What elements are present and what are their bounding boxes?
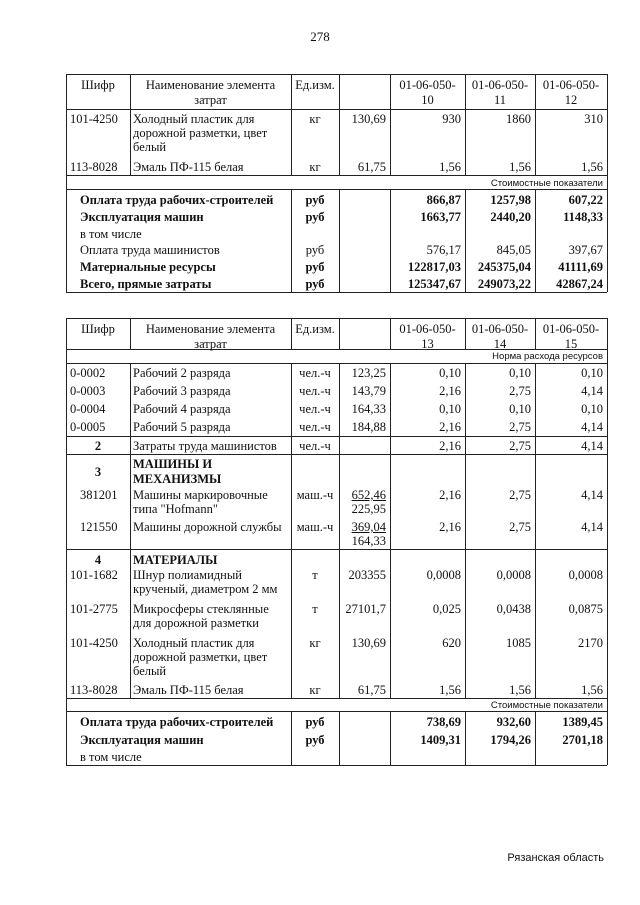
resource-norm-value: 620 xyxy=(442,636,461,650)
resource-norm-value: 0,10 xyxy=(581,366,603,380)
resource-unit: кг xyxy=(309,160,321,174)
summary-label: Оплата труда машинистов xyxy=(80,243,220,257)
summary-label: Всего, прямые затраты xyxy=(80,277,212,291)
resource-unit: кг xyxy=(309,636,321,650)
summary-value: 125347,67 xyxy=(407,277,461,291)
resource-unit: маш.-ч xyxy=(296,520,334,534)
resource-unit: маш.-ч xyxy=(296,488,334,502)
resource-price: 123,25 xyxy=(351,366,386,380)
resource-unit: чел.-ч xyxy=(299,402,331,416)
column-header-name: затрат xyxy=(194,93,227,107)
resource-norm-value: 1,56 xyxy=(581,160,603,174)
summary-value: 845,05 xyxy=(496,243,531,257)
resource-name: белый xyxy=(133,664,167,678)
summary-value: 1257,98 xyxy=(490,193,531,207)
column-header-norm-code: 15 xyxy=(564,337,578,351)
summary-value: 576,17 xyxy=(426,243,461,257)
resource-norm-value: 1085 xyxy=(506,636,531,650)
resource-name: Машины дорожной службы xyxy=(133,520,282,534)
resource-code: 113-8028 xyxy=(70,160,118,174)
resource-unit: чел.-ч xyxy=(299,420,331,434)
resource-unit: т xyxy=(312,602,318,616)
resource-price: 164,33 xyxy=(351,402,386,416)
resource-name: крученый, диаметром 2 мм xyxy=(133,582,278,596)
table-grid-line xyxy=(66,765,607,766)
resource-code: 101-4250 xyxy=(70,636,118,650)
resource-norm-value: 1,56 xyxy=(439,683,461,697)
resource-unit: т xyxy=(312,568,318,582)
resource-name: типа "Hofmann" xyxy=(133,502,218,516)
resource-code: 0-0005 xyxy=(70,420,106,434)
column-header-norm-code: 01-06-050- xyxy=(399,322,456,336)
resource-norm-value: 2,75 xyxy=(509,384,531,398)
table-grid-line xyxy=(66,436,607,437)
summary-unit: руб xyxy=(305,733,325,747)
page-number: 278 xyxy=(310,29,330,44)
summary-label: в том числе xyxy=(80,750,142,764)
resource-norm-value: 4,14 xyxy=(581,384,603,398)
summary-value: 41111,69 xyxy=(558,260,603,274)
column-header-norm-code: 01-06-050- xyxy=(542,78,600,92)
section-title: МЕХАНИЗМЫ xyxy=(133,472,222,486)
summary-unit: руб xyxy=(305,243,325,257)
resource-name: белый xyxy=(133,140,167,154)
resource-price: 130,69 xyxy=(351,112,386,126)
summary-label: Материальные ресурсы xyxy=(80,260,216,274)
column-header-norm-code: 14 xyxy=(493,337,507,351)
resource-norm-value: 0,0008 xyxy=(426,568,461,582)
footer-region: Рязанская область xyxy=(507,852,604,864)
summary-value: 1389,45 xyxy=(562,715,603,729)
resource-norm-value: 2,75 xyxy=(509,488,531,502)
column-header-norm-code: 01-06-050- xyxy=(471,78,529,92)
summary-value: 245375,04 xyxy=(477,260,531,274)
resource-norm-value: 0,10 xyxy=(509,366,531,380)
resource-price: 203355 xyxy=(348,568,386,582)
resource-name: Холодный пластик для xyxy=(133,636,255,650)
resource-code: 101-4250 xyxy=(70,112,118,126)
summary-value: 2701,18 xyxy=(562,733,603,747)
resource-unit: кг xyxy=(309,683,321,697)
column-header-norm-code: 10 xyxy=(421,93,434,107)
resource-norm-value: 2,16 xyxy=(439,384,461,398)
resource-price: 225,95 xyxy=(351,502,386,516)
resource-norm-value: 0,0008 xyxy=(496,568,531,582)
summary-value: 738,69 xyxy=(426,715,461,729)
resource-norm-value: 1,56 xyxy=(509,160,531,174)
summary-label: в том числе xyxy=(80,227,142,241)
group-code: 2 xyxy=(94,439,102,453)
summary-unit: руб xyxy=(305,193,325,207)
resource-norm-value: 0,10 xyxy=(439,402,461,416)
section-label: Стоимостные показатели xyxy=(490,700,603,711)
resource-name: дорожной разметки, цвет xyxy=(133,126,268,140)
summary-value: 932,60 xyxy=(496,715,531,729)
summary-value: 1409,31 xyxy=(420,733,461,747)
summary-value: 2440,20 xyxy=(490,210,531,224)
resource-code: 381201 xyxy=(80,488,118,502)
resource-name: Холодный пластик для xyxy=(133,112,255,126)
resource-price: 164,33 xyxy=(351,534,386,548)
column-header-code: Шифр xyxy=(81,322,115,336)
column-header-norm-code: 01-06-050- xyxy=(471,322,529,336)
resource-price: 27101,7 xyxy=(345,602,386,616)
summary-value: 397,67 xyxy=(568,243,603,257)
table-grid-line xyxy=(66,318,67,765)
resource-name: Рабочий 4 разряда xyxy=(133,402,231,416)
resource-name: Шнур полиамидный xyxy=(133,568,242,582)
column-header-code: Шифр xyxy=(81,78,115,92)
table-grid-line xyxy=(66,549,607,550)
resource-price: 184,88 xyxy=(351,420,386,434)
column-header-name: Наименование элемента xyxy=(145,78,276,92)
section-label: Стоимостные показатели xyxy=(490,178,603,189)
table-grid-line xyxy=(66,318,607,319)
resource-norm-value: 0,0875 xyxy=(568,602,603,616)
resource-norm-value: 2,16 xyxy=(439,488,461,502)
resource-code: 101-1682 xyxy=(70,568,118,582)
column-header-norm-code: 13 xyxy=(421,337,434,351)
resource-norm-value: 4,14 xyxy=(581,439,603,453)
resource-norm-value: 0,025 xyxy=(432,602,461,616)
summary-value: 122817,03 xyxy=(407,260,461,274)
resource-price: 61,75 xyxy=(357,160,386,174)
resource-norm-value: 930 xyxy=(442,112,461,126)
column-header-norm-code: 01-06-050- xyxy=(399,78,456,92)
section-title: МАТЕРИАЛЫ xyxy=(133,553,218,567)
summary-label: Оплата труда рабочих-строителей xyxy=(80,193,274,207)
resource-norm-value: 2,16 xyxy=(439,439,461,453)
summary-label: Эксплуатация машин xyxy=(80,733,204,747)
resource-norm-value: 1,56 xyxy=(509,683,531,697)
resource-norm-value: 4,14 xyxy=(581,420,603,434)
resource-norm-value: 0,10 xyxy=(581,402,603,416)
resource-norm-value: 0,0438 xyxy=(496,602,531,616)
resource-norm-value: 1860 xyxy=(506,112,531,126)
resource-norm-value: 2,75 xyxy=(509,520,531,534)
column-header-norm-code: 12 xyxy=(564,93,578,107)
resource-name: для дорожной разметки xyxy=(133,616,259,630)
resource-norm-value: 0,0008 xyxy=(568,568,603,582)
resource-norm-value: 1,56 xyxy=(439,160,461,174)
resource-norm-value: 4,14 xyxy=(581,488,603,502)
resource-norm-value: 0,10 xyxy=(509,402,531,416)
column-header-name: затрат xyxy=(194,337,227,351)
summary-label: Оплата труда рабочих-строителей xyxy=(80,715,274,729)
resource-norm-value: 2170 xyxy=(578,636,603,650)
summary-unit: руб xyxy=(305,715,325,729)
resource-norm-value: 0,10 xyxy=(439,366,461,380)
resource-name: Эмаль ПФ-115 белая xyxy=(133,160,244,174)
summary-value: 607,22 xyxy=(568,193,603,207)
group-code: 4 xyxy=(94,553,102,567)
resource-code: 0-0003 xyxy=(70,384,106,398)
summary-value: 1663,77 xyxy=(420,210,461,224)
resource-name: Затраты труда машинистов xyxy=(133,439,277,453)
resource-name: дорожной разметки, цвет xyxy=(133,650,268,664)
resource-norm-value: 2,16 xyxy=(439,420,461,434)
resource-norm-value: 2,75 xyxy=(509,439,531,453)
table-grid-line xyxy=(607,318,608,765)
summary-unit: руб xyxy=(305,210,325,224)
resource-norm-value: 1,56 xyxy=(581,683,603,697)
section-title: МАШИНЫ И xyxy=(133,457,213,471)
section-label: Норма расхода ресурсов xyxy=(492,351,603,362)
resource-norm-value: 2,75 xyxy=(509,420,531,434)
resource-code: 113-8028 xyxy=(70,683,118,697)
resource-price: 369,04 xyxy=(351,520,386,534)
table-grid-line xyxy=(66,454,607,455)
resource-code: 101-2775 xyxy=(70,602,118,616)
resource-price: 143,79 xyxy=(351,384,386,398)
resource-name: Эмаль ПФ-115 белая xyxy=(133,683,244,697)
column-header-unit: Ед.изм. xyxy=(295,78,335,92)
resource-unit: чел.-ч xyxy=(299,439,331,453)
resource-norm-value: 4,14 xyxy=(581,520,603,534)
resource-norm-value: 2,16 xyxy=(439,520,461,534)
resource-name: Рабочий 5 разряда xyxy=(133,420,231,434)
summary-value: 42867,24 xyxy=(556,277,603,291)
resource-price: 652,46 xyxy=(351,488,386,502)
resource-unit: чел.-ч xyxy=(299,384,331,398)
summary-unit: руб xyxy=(305,277,325,291)
summary-value: 249073,22 xyxy=(477,277,531,291)
summary-label: Эксплуатация машин xyxy=(80,210,204,224)
resource-name: Рабочий 3 разряда xyxy=(133,384,231,398)
resource-code: 0-0002 xyxy=(70,366,106,380)
column-header-unit: Ед.изм. xyxy=(295,322,335,336)
resource-price: 130,69 xyxy=(351,636,386,650)
resource-name: Рабочий 2 разряда xyxy=(133,366,231,380)
resource-code: 121550 xyxy=(80,520,118,534)
summary-value: 1148,33 xyxy=(563,210,603,224)
table-grid-line xyxy=(130,363,131,698)
resource-price: 61,75 xyxy=(357,683,386,697)
resource-unit: кг xyxy=(309,112,321,126)
summary-value: 1794,26 xyxy=(490,733,531,747)
resource-unit: чел.-ч xyxy=(299,366,331,380)
summary-unit: руб xyxy=(305,260,325,274)
column-header-norm-code: 11 xyxy=(493,93,507,107)
column-header-name: Наименование элемента xyxy=(145,322,276,336)
resource-name: Микросферы стеклянные xyxy=(133,602,269,616)
summary-value: 866,87 xyxy=(426,193,461,207)
group-code: 3 xyxy=(94,465,102,479)
resource-name: Машины маркировочные xyxy=(133,488,268,502)
column-header-norm-code: 01-06-050- xyxy=(542,322,600,336)
resource-code: 0-0004 xyxy=(70,402,106,416)
resource-norm-value: 310 xyxy=(584,112,603,126)
